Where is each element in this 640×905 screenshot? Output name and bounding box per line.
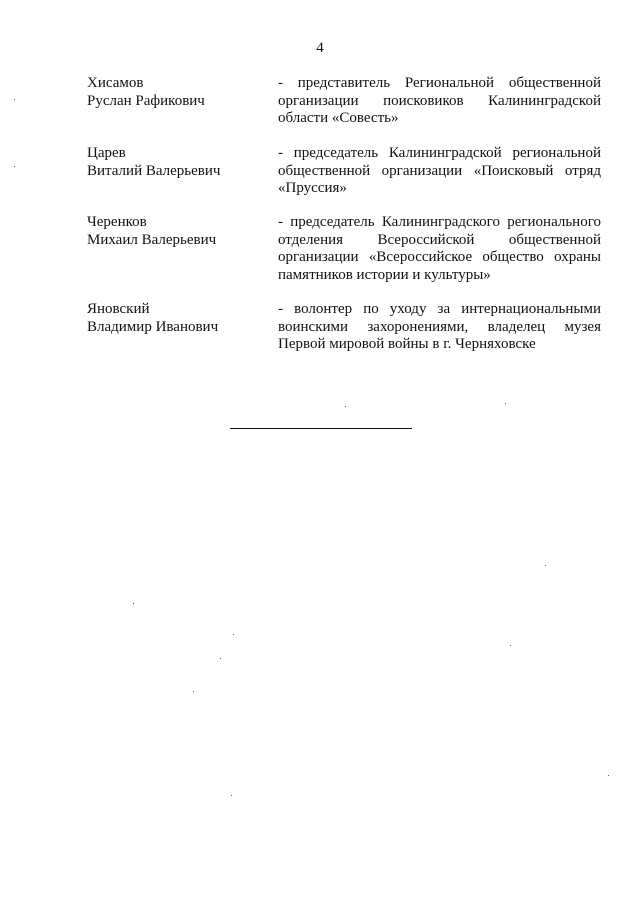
scan-speck	[14, 99, 15, 100]
scan-speck	[14, 166, 15, 167]
scan-speck	[545, 565, 546, 566]
scan-speck	[193, 691, 194, 692]
member-description: - волонтер по уходу за интернациональными воинскими захоронениями, владелец музея Первой мировой войны в г. Черняховске	[278, 301, 601, 352]
scan-speck	[220, 658, 221, 659]
scan-speck	[345, 406, 346, 407]
scan-speck	[231, 795, 232, 796]
member-name	[87, 214, 267, 249]
member-surname: Царев	[87, 145, 126, 161]
member-description: - председатель Калининградской региональной общественной организации «Поисковый отряд «Пруссия»	[278, 145, 601, 196]
member-given-names: Руслан Рафикович	[87, 92, 205, 109]
scan-speck	[233, 634, 234, 635]
member-name	[87, 145, 267, 180]
member-given-names: Виталий Валерьевич	[87, 162, 221, 179]
scan-speck	[608, 775, 609, 776]
end-of-list-rule	[230, 428, 412, 429]
scan-speck	[133, 603, 134, 604]
member-surname: Яновский	[87, 301, 150, 317]
member-given-names: Михаил Валерьевич	[87, 231, 217, 248]
member-given-names: Владимир Иванович	[87, 318, 219, 335]
member-surname: Хисамов	[87, 75, 144, 91]
scan-speck	[505, 403, 506, 404]
scan-speck	[510, 645, 511, 646]
member-name	[87, 301, 267, 336]
page-number: 4	[316, 40, 324, 56]
member-name	[87, 75, 267, 110]
member-surname: Черенков	[87, 214, 147, 230]
member-description: - председатель Калининградского регионального отделения Всероссийской общественной организации «Всероссийское общество охраны памятников истории и культуры»	[278, 214, 601, 283]
member-description: - представитель Региональной общественной организации поисковиков Калининградской области «Совесть»	[278, 75, 601, 126]
